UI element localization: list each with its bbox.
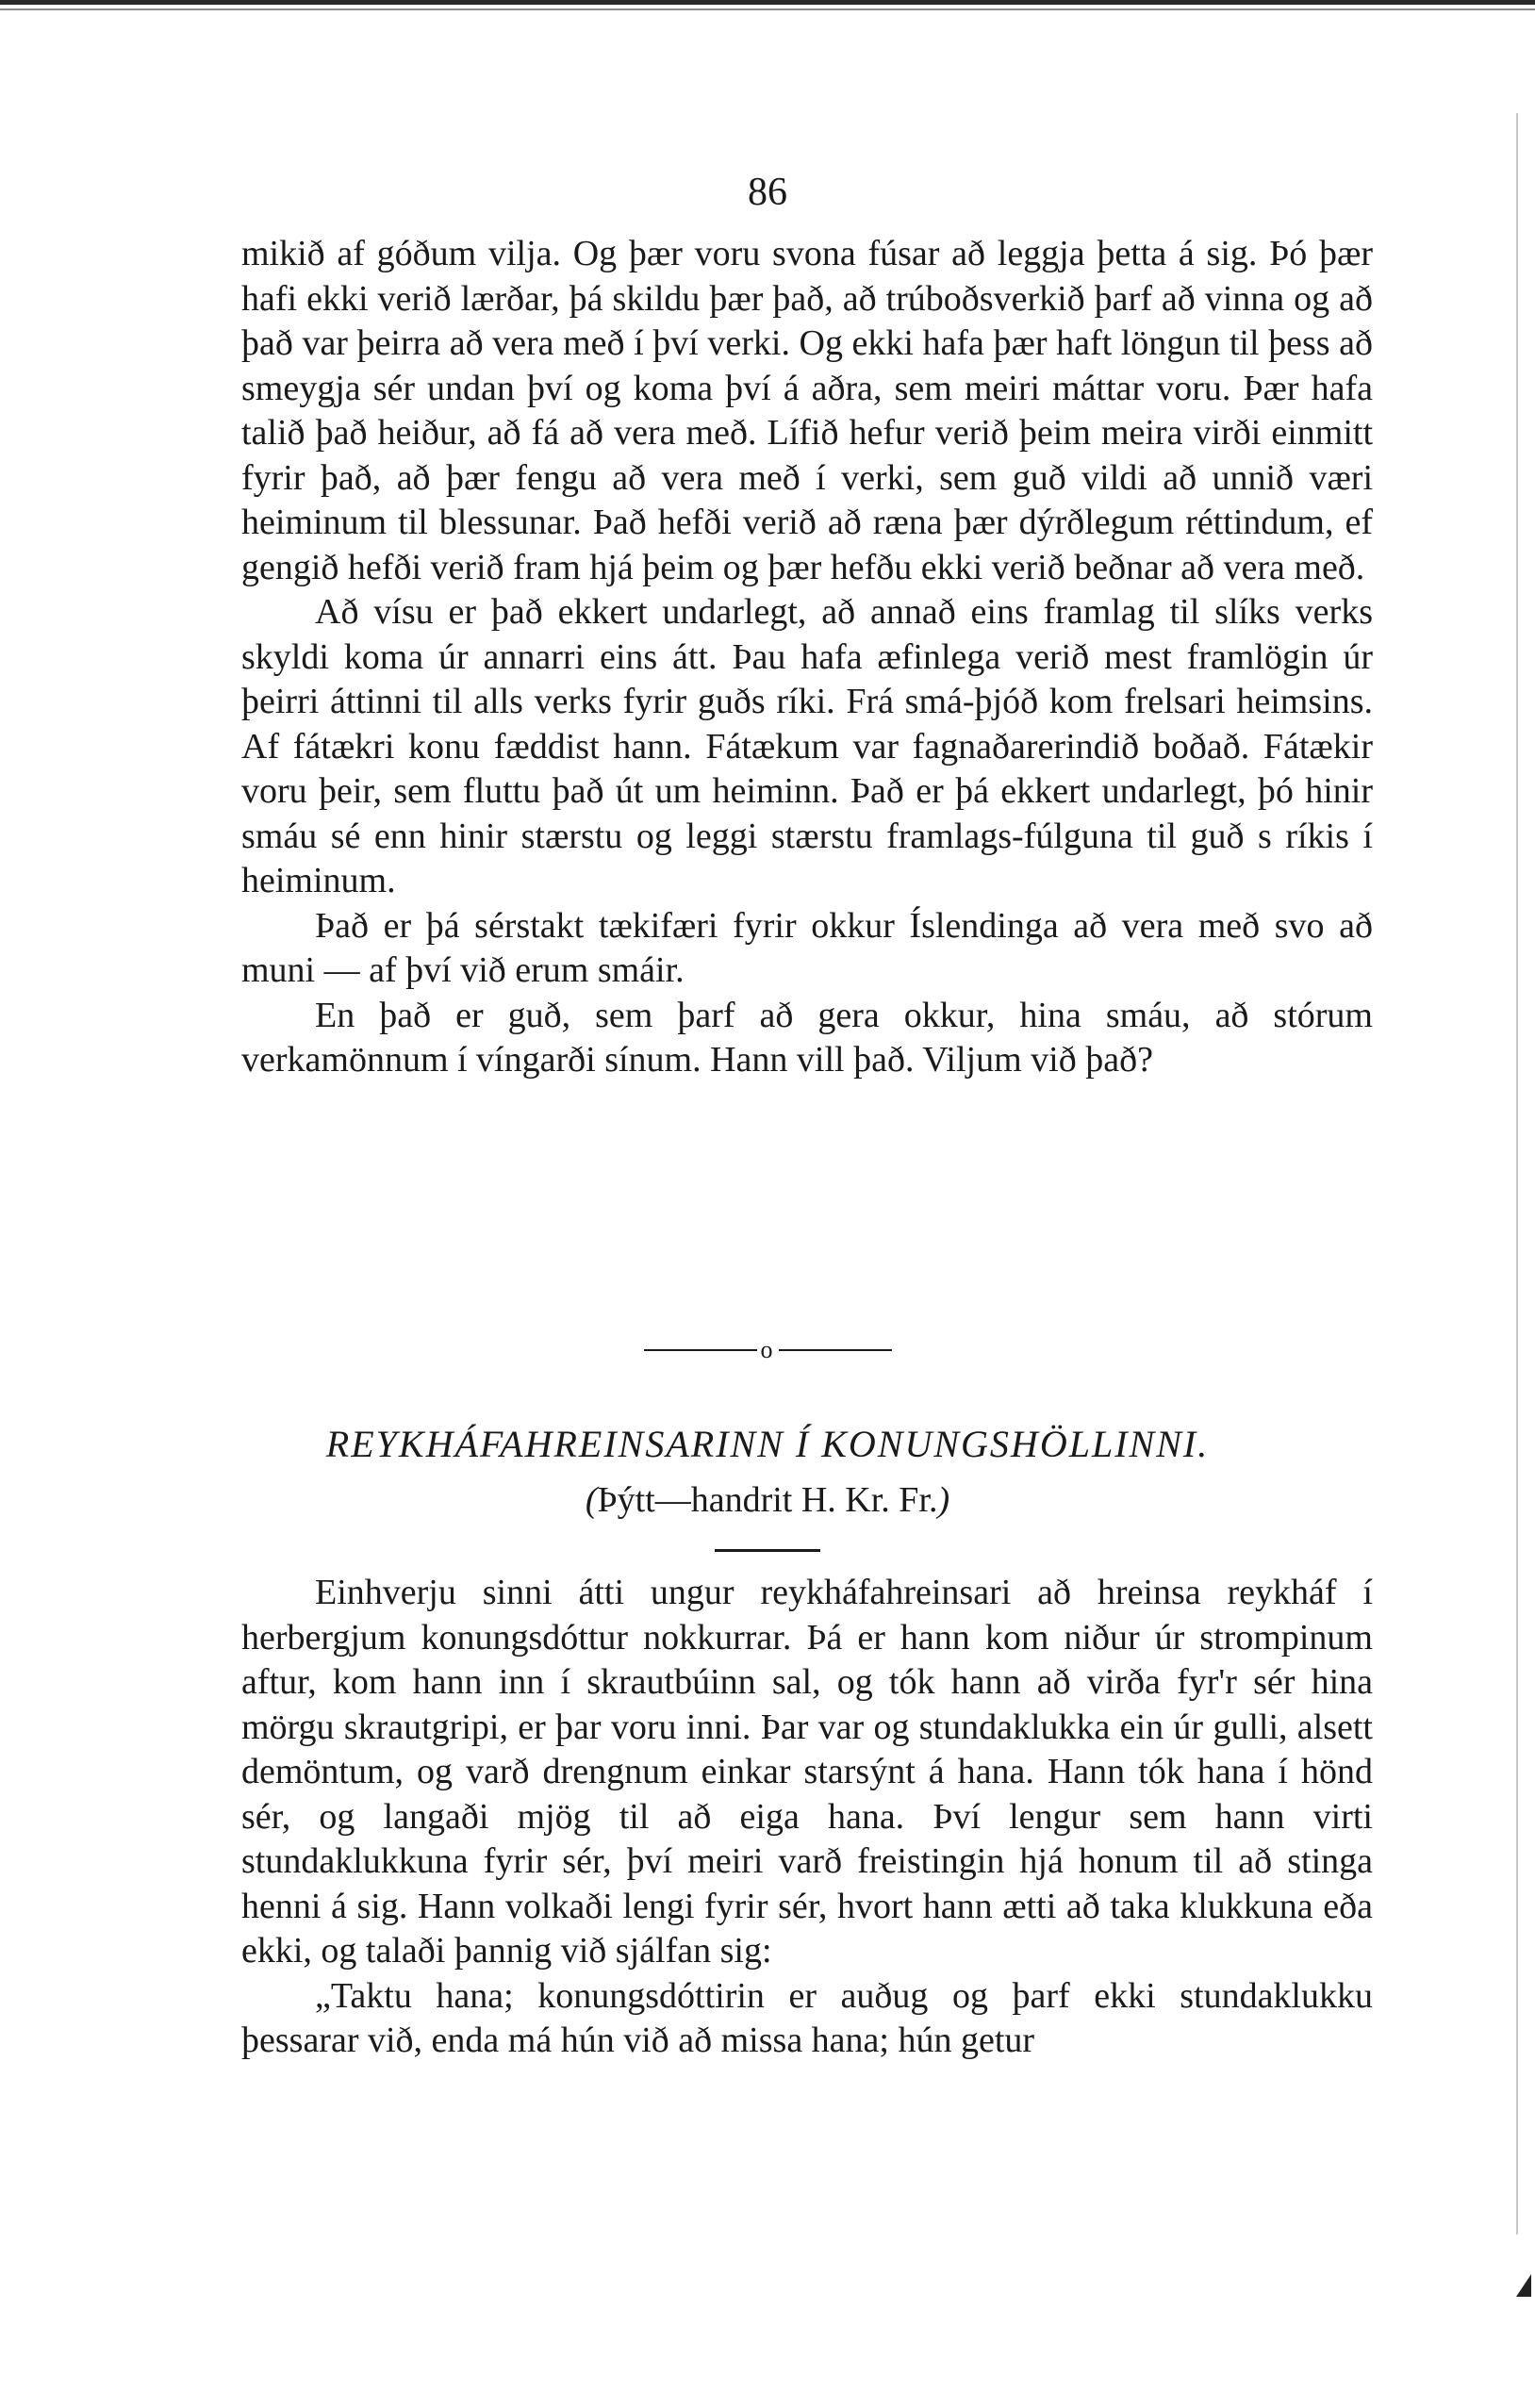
top-border-rule-thin (0, 8, 1535, 10)
subtitle-paren-open: ( (585, 1480, 598, 1520)
body-text-bottom (241, 1571, 1373, 2064)
section-divider (0, 1331, 1535, 1367)
page-corner-mark (1516, 2274, 1531, 2297)
page-number: 86 (748, 171, 787, 214)
page-edge-line (1516, 113, 1518, 2235)
divider-ornament: o (760, 1336, 775, 1364)
paragraph: Það er þá sérstakt tækifæri fyrir okkur Íslendinga að vera með svo að muni — af því við erum smáir. (241, 905, 1373, 990)
divider-line-left (644, 1349, 757, 1351)
top-border-rule (0, 0, 1535, 5)
paragraph: En það er guð, sem þarf að gera okkur, hina smáu, að stórum verkamönnum í víngarði sínum. Hann vill það. Viljum við það? (241, 995, 1373, 1080)
paragraph: Einhverju sinni átti ungur reykháfahreinsari að hreinsa reykháf í herbergjum konungsdóttur nokkurrar. Þá er hann kom niður úr strompinum aftur, kom hann inn í skrautbúinn sal, og tók hann að virða fyr'r sér hina mörgu skrautgripi, er þar voru inni. Þar var og stundaklukka ein úr gulli, alsett demöntum, og varð drengnum einkar starsýnt á hana. Hann tók hana í hönd sér, og langaði mjög til að eiga hana. Því lengur sem hann virti stundaklukkuna fyrir sér, því meiri varð freistingin hjá honum til að stinga henni á sig. Hann volkaði lengi fyrir sér, hvort hann ætti að taka klukkuna eða ekki, og talaði þannig við sjálfan sig: (241, 1573, 1373, 1971)
paragraph: mikið af góðum vilja. Og þær voru svona fúsar að leggja þetta á sig. Þó þær hafi ekki verið lærðar, þá skildu þær það, að trúboðsverkið þarf að vinna og að það var þeirra að vera með í því verki. Og ekki hafa þær haft löngun til þess að smeygja sér undan því og koma því á aðra, sem meiri máttar voru. Þær hafa talið það heiður, að fá að vera með. Lífið hefur verið þeim meira virði einmitt fyrir það, að þær fengu að vera með í verki, sem guð vildi að unnið væri heiminum til blessunar. Það hefði verið að ræna þær dýrðlegum réttindum, ef gengið hefði verið fram hjá þeim og þær hefðu ekki verið beðnar að vera með. (241, 234, 1373, 587)
subtitle-rule (715, 1549, 820, 1552)
divider-line-right (779, 1349, 892, 1351)
subtitle-text: Þýtt—handrit H. Kr. Fr. (597, 1480, 938, 1520)
section-title: REYKHÁFAHREINSARINN Í KONUNGSHÖLLINNI. (325, 1423, 1210, 1465)
subtitle-paren-close: ) (937, 1480, 950, 1520)
paragraph: „Taktu hana; konungsdóttirin er auðug og þarf ekki stundaklukku þessarar við, enda má hún við að missa hana; hún getur (241, 1975, 1373, 2060)
paragraph: Að vísu er það ekkert undarlegt, að annað eins framlag til slíks verks skyldi koma úr annarri eins átt. Þau hafa æfinlega verið mest framlögin úr þeirri áttinni til alls verks fyrir guðs ríki. Frá smá-þjóð kom frelsari heimsins. Af fátækri konu fæddist hann. Fátækum var fagnaðarerindið boðað. Fátækir voru þeir, sem fluttu það út um heiminn. Það er þá ekkert undarlegt, þó hinir smáu sé enn hinir stærstu og leggi stærstu framlags-fúlguna til guð s ríkis í heiminum. (241, 592, 1373, 900)
section-subtitle (0, 1478, 1535, 1522)
body-text-top (241, 232, 1373, 1083)
